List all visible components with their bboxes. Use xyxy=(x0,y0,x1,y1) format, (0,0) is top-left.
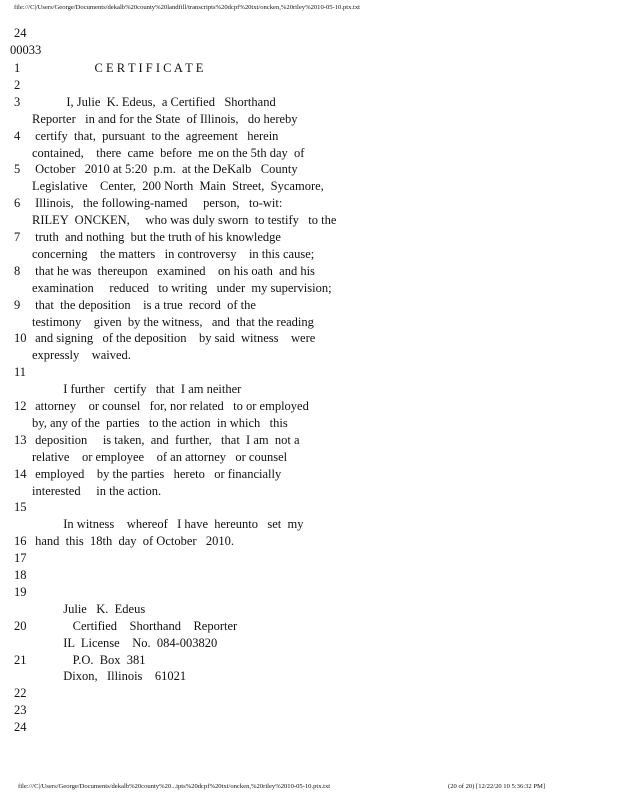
line-number: 14 xyxy=(14,466,27,481)
line-text: expressly waived. xyxy=(32,348,131,363)
transcript-line xyxy=(0,195,618,212)
line-number: 9 xyxy=(14,297,21,312)
transcript-line xyxy=(0,229,618,246)
transcript-line xyxy=(0,499,618,516)
line-number: 18 xyxy=(14,568,27,582)
transcript-line xyxy=(0,263,618,280)
line-number: 11 xyxy=(14,365,27,380)
line-number: 23 xyxy=(14,703,27,718)
line-number: 16 xyxy=(14,534,27,549)
transcript-line xyxy=(0,415,618,432)
line-text: concerning the matters in controversy in this cause; xyxy=(32,246,315,261)
transcript-line xyxy=(0,685,618,702)
transcript-line xyxy=(0,635,618,652)
line-text: Legislative Center, 200 North Main Street, Sycamore, xyxy=(32,179,324,194)
line-number: 22 xyxy=(14,686,27,701)
transcript-line xyxy=(0,212,618,229)
transcript-line xyxy=(0,432,618,449)
line-number: 24 xyxy=(14,720,27,735)
line-number: 8 xyxy=(14,263,21,278)
line-text: I, Julie K. Edeus, a Certified Shorthand xyxy=(32,94,276,109)
line-text: October 2010 at 5:20 p.m. at the DeKalb County xyxy=(32,162,298,177)
transcript-line xyxy=(0,364,618,381)
line-text: P.O. Box 381 xyxy=(32,652,146,667)
transcript-line xyxy=(0,381,618,398)
transcript-line xyxy=(0,145,618,162)
line-text: that the deposition is a true record of the xyxy=(32,297,256,312)
line-number: 20 xyxy=(14,618,27,633)
transcript-line xyxy=(0,314,618,331)
line-text: examination reduced to writing under my supervision; xyxy=(32,280,332,295)
line-number: 15 xyxy=(14,500,27,515)
transcript-line xyxy=(0,77,618,94)
line-number: 10 xyxy=(14,331,27,346)
line-text: interested in the action. xyxy=(32,483,162,498)
line-number: 6 xyxy=(14,196,21,211)
transcript-line xyxy=(0,347,618,364)
transcript-line xyxy=(0,60,618,77)
line-text: certify that, pursuant to the agreement herein xyxy=(32,128,279,143)
line-text: In witness whereof I have hereunto set my xyxy=(32,517,304,532)
line-text: that he was thereupon examined on his oath and his xyxy=(32,263,315,278)
line-number: 3 xyxy=(14,94,21,109)
transcript-line xyxy=(0,297,618,314)
transcript-line xyxy=(0,128,618,145)
transcript-line xyxy=(0,719,618,736)
transcript-line xyxy=(0,601,618,618)
line-number: 12 xyxy=(14,399,27,413)
transcript-line xyxy=(0,111,618,128)
line-text: deposition is taken, and further, that I am not a xyxy=(32,432,300,447)
line-number: 17 xyxy=(14,551,27,566)
line-number: 19 xyxy=(14,584,27,599)
line-text: testimony given by the witness, and that the reading xyxy=(32,314,314,329)
page-number: 00033 xyxy=(10,43,42,57)
file-path-footer: file:///C|/Users/George/Documents/dekalb%20county%20...ipts%20dcpf%20txt/oncken,%20riley%2010-05-10.ptx.txt xyxy=(18,783,331,790)
line-text: Dixon, Illinois 61021 xyxy=(32,669,187,684)
page-line-label: 24 xyxy=(14,26,27,40)
line-text: employed by the parties hereto or financially xyxy=(32,466,282,481)
transcript-line xyxy=(0,483,618,500)
transcript-line xyxy=(0,702,618,719)
transcript-line xyxy=(0,516,618,533)
transcript-line xyxy=(0,94,618,111)
transcript-line xyxy=(0,330,618,347)
page-info-footer: (20 of 20) [12/22/20 10 5:36:32 PM] xyxy=(448,783,546,790)
line-text: C E R T I F I C A T E xyxy=(32,61,204,75)
line-text: Certified Shorthand Reporter xyxy=(32,618,238,633)
line-text: Julie K. Edeus xyxy=(32,601,146,616)
transcript-line xyxy=(0,246,618,263)
line-text: Reporter in and for the State of Illinois, do hereby xyxy=(32,111,298,126)
line-number: 7 xyxy=(14,230,21,244)
transcript-line xyxy=(0,398,618,415)
line-text: relative or employee of an attorney or counsel xyxy=(32,449,288,464)
line-number: 2 xyxy=(14,77,21,92)
line-text: RILEY ONCKEN, who was duly sworn to testify to the xyxy=(32,213,337,228)
transcript-line xyxy=(0,550,618,567)
transcript-line xyxy=(0,584,618,601)
line-text: by, any of the parties to the action in which this xyxy=(32,415,288,430)
file-path-header: file:///C|/Users/George/Documents/dekalb%20county%20landfill/transcripts%20dcpf%20txt/oncken,%20riley%2010-05-10.ptx.txt xyxy=(14,4,361,11)
line-text: and signing of the deposition by said witness were xyxy=(32,331,316,346)
line-text: contained, there came before me on the 5th day of xyxy=(32,145,305,160)
transcript-line xyxy=(0,567,618,584)
line-number: 1 xyxy=(14,61,21,75)
line-number: 4 xyxy=(14,128,21,143)
transcript-line xyxy=(0,533,618,550)
line-number: 5 xyxy=(14,162,21,177)
line-text: IL License No. 084-003820 xyxy=(32,635,218,650)
transcript-line xyxy=(0,668,618,685)
transcript-line xyxy=(0,466,618,483)
transcript-line xyxy=(0,178,618,195)
transcript-line xyxy=(0,449,618,466)
line-text: truth and nothing but the truth of his knowledge xyxy=(32,230,281,244)
line-text: attorney or counsel for, nor related to or employed xyxy=(32,399,309,413)
transcript-line xyxy=(0,161,618,178)
line-number: 21 xyxy=(14,652,27,667)
transcript-line xyxy=(0,280,618,297)
line-text: hand this 18th day of October 2010. xyxy=(32,534,235,549)
line-number: 13 xyxy=(14,432,27,447)
line-text: Illinois, the following-named person, to-wit: xyxy=(32,196,283,211)
transcript-line xyxy=(0,618,618,635)
transcript-line xyxy=(0,652,618,669)
line-text: I further certify that I am neither xyxy=(32,382,242,397)
